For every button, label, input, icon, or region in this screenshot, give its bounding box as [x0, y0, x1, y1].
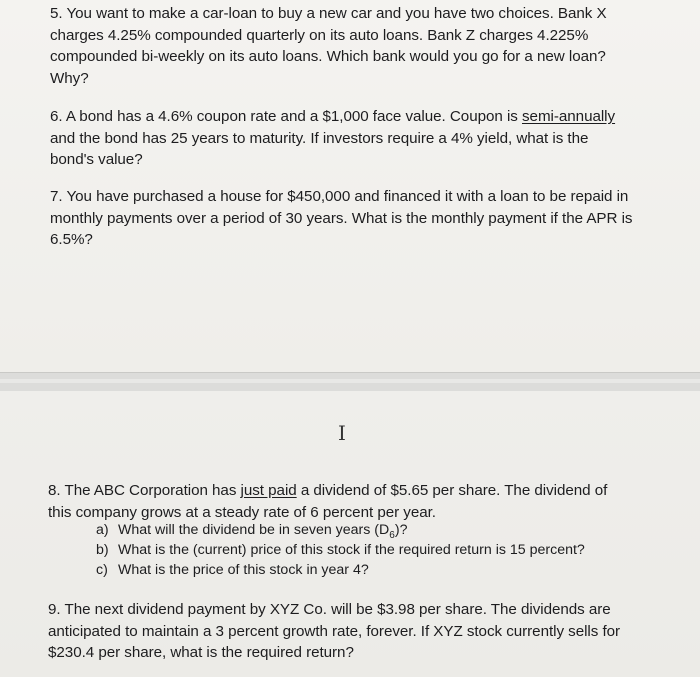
question-5-line: compounded bi-weekly on its auto loans. Which bank would you go for a new loan? [50, 48, 606, 65]
question-8-text: a dividend of $5.65 per share. The dividend of [296, 482, 608, 499]
question-8-part-c [96, 560, 369, 580]
part-a-text: What will the dividend be in seven years (D [118, 522, 390, 538]
question-9-line: $230.4 per share, what is the required return? [48, 644, 354, 661]
section-divider [0, 372, 700, 392]
part-label: c) [96, 562, 108, 578]
question-6 [50, 106, 615, 171]
question-9 [48, 599, 620, 664]
part-b-text: What is the (current) price of this stock if the required return is 15 percent? [118, 542, 585, 558]
part-label: b) [96, 542, 109, 558]
part-a-text-end: )? [394, 522, 408, 538]
part-c-text: What is the price of this stock in year 4? [118, 562, 369, 578]
question-8-text: 8. The ABC Corporation has [48, 482, 241, 499]
part-label: a) [96, 522, 109, 538]
question-7-line: monthly payments over a period of 30 years. What is the monthly payment if the APR is [50, 209, 633, 227]
question-5-line: 5. You want to make a car-loan to buy a new car and you have two choices. Bank X [50, 5, 607, 22]
question-5-line: Why? [50, 69, 89, 87]
question-7 [50, 186, 632, 251]
question-8-part-b [96, 540, 585, 560]
question-5 [50, 3, 607, 89]
underlined-semi-annually: semi-annually [522, 108, 616, 125]
question-5-line: charges 4.25% compounded quarterly on its auto loans. Bank Z charges 4.225% [50, 26, 589, 44]
question-8-line [48, 480, 607, 502]
question-7-line: 6.5%? [50, 231, 93, 248]
subscript: 6 [389, 529, 395, 541]
question-6-line: bond's value? [50, 151, 143, 168]
question-6-text: 6. A bond has a 4.6% coupon rate and a $1,000 face value. Coupon is [50, 108, 522, 125]
question-6-line [50, 106, 615, 128]
question-7-line: 7. You have purchased a house for $450,000 and financed it with a loan to be repaid in [50, 188, 629, 205]
underlined-just-paid: just paid [240, 482, 297, 499]
question-6-line: and the bond has 25 years to maturity. If investors require a 4% yield, what is the [50, 129, 589, 147]
question-8 [48, 480, 607, 523]
question-9-line: 9. The next dividend payment by XYZ Co. will be $3.98 per share. The dividends are [48, 601, 611, 618]
question-8-line: this company grows at a steady rate of 6 percent per year. [48, 503, 436, 521]
question-9-line: anticipated to maintain a 3 percent growth rate, forever. If XYZ stock currently sells for [48, 622, 621, 640]
text-cursor-icon: I [338, 421, 346, 445]
